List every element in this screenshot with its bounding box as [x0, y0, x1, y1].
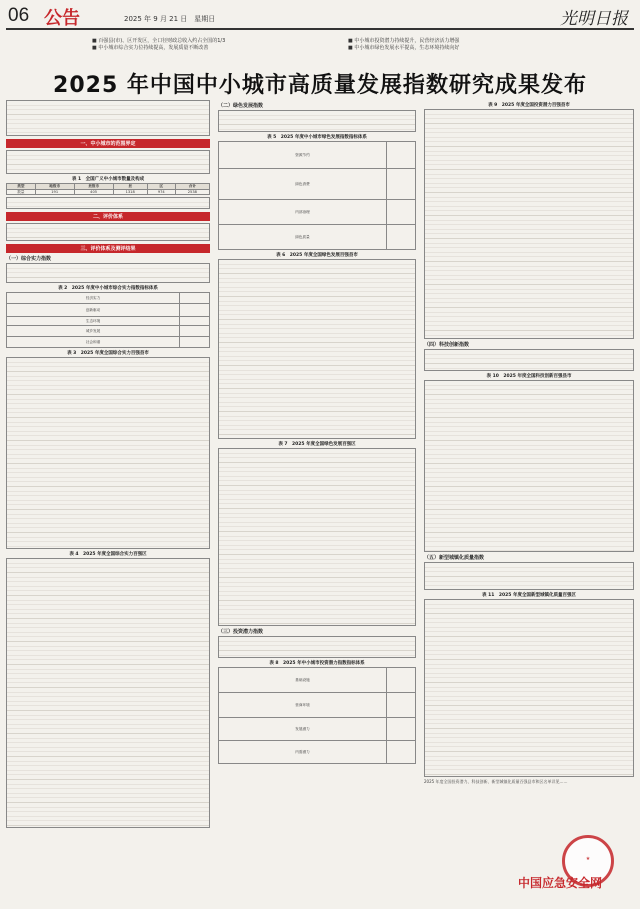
- table-cell: 经济实力: [7, 293, 180, 304]
- page-title: 2025 年中国中小城市高质量发展指数研究成果发布: [53, 73, 587, 98]
- body-text-block: [6, 223, 210, 241]
- summary-left: [92, 38, 312, 52]
- table-caption: 表 2 2025 年度中小城市综合实力指数指标体系: [58, 286, 158, 292]
- ranking-table-7: [218, 448, 416, 626]
- table-header: 区: [147, 184, 175, 190]
- summary-item: ■ 中小城市综合实力位持续提高，发展质量不断改善: [92, 45, 312, 52]
- table-caption: 表 9 2025 年度全国投资潜力百强县市: [488, 103, 570, 108]
- table-caption: 表 8 2025 年中小城市投资潜力指数指标体系: [269, 661, 365, 666]
- table-header: 类型: [7, 184, 36, 190]
- section-name: 公告: [44, 8, 80, 29]
- body-text-block: [6, 197, 210, 209]
- section-heading: 一、中小城市的范围界定: [6, 139, 210, 148]
- table-caption: 表 11 2025 年度全国新型城镇化质量百强区: [482, 593, 576, 598]
- column-3: [424, 100, 634, 786]
- table-cell: 基础设施: [219, 668, 387, 693]
- table-cell: 绿色质量: [219, 225, 387, 250]
- column-2: [218, 100, 416, 766]
- section-heading: 三、评价体系及测评结果: [6, 244, 210, 253]
- table-header: 县: [113, 184, 147, 190]
- page-header: [6, 4, 634, 30]
- subsection-heading: （三）投资潜力指数: [218, 629, 264, 635]
- body-text-block: [6, 263, 210, 283]
- ranking-table-10: [424, 380, 634, 552]
- table-5: [218, 141, 416, 250]
- table-cell: 1318: [113, 189, 147, 195]
- table-header: 地级市: [35, 184, 74, 190]
- table-header: 县级市: [74, 184, 113, 190]
- table-cell: 社会和谐: [7, 337, 180, 348]
- table-cell: 2538: [175, 189, 209, 195]
- watermark-text: 中国应急安全网: [518, 876, 603, 890]
- table-cell: 内需潜力: [219, 741, 387, 764]
- subsection-heading: （五）新型城镇化质量指数: [424, 555, 485, 561]
- page-number: 06: [8, 5, 30, 26]
- masthead-logo: 光明日报: [560, 9, 628, 29]
- table-2: [6, 292, 210, 348]
- table-header: 合计: [175, 184, 209, 190]
- column-1: [6, 100, 210, 830]
- summary-right: [348, 38, 598, 52]
- table-caption: 表 4 2025 年度全国综合实力百强区: [69, 552, 147, 558]
- table-cell: 数量: [7, 189, 36, 195]
- table-caption: 表 3 2025 年度全国综合实力百强县市: [67, 351, 149, 357]
- subsection-heading: （四）科技创新指数: [424, 342, 470, 348]
- summary-item: ■ 百强县(市)、区开发区，全口径财政总收入约占全国的1/3: [92, 38, 312, 45]
- body-text-block: [218, 110, 416, 132]
- subsection-heading: （一）综合实力指数: [6, 256, 52, 263]
- ranking-table-3: [6, 357, 210, 549]
- table-cell: 城乡发展: [7, 326, 180, 337]
- seal-text: ★: [585, 856, 591, 862]
- table-caption: 表 1 全国广义中小城市数量及构成: [71, 177, 145, 182]
- ranking-table-9: [424, 109, 634, 339]
- footer-note: 2025 年度全国投资潜力、科技创新、新型城镇化质量百强县市和区名单详见……: [424, 779, 568, 784]
- ranking-table-6: [218, 259, 416, 439]
- table-cell: 绿色消费: [219, 169, 387, 200]
- table-caption: 表 7 2025 年度全国绿色发展百强区: [278, 442, 356, 447]
- table-1: [6, 183, 210, 195]
- issue-date: 2025 年 9 月 21 日 星期日: [124, 15, 216, 23]
- subsection-heading: （二）绿色发展指数: [218, 103, 264, 109]
- table-cell: 974: [147, 189, 175, 195]
- table-caption: 表 6 2025 年度全国绿色发展百强县市: [276, 253, 358, 258]
- body-text-block: [424, 562, 634, 590]
- table-cell: 191: [35, 189, 74, 195]
- body-text-block: [6, 150, 210, 174]
- summary-item: ■ 中小城市绿色发展水平提高，生态环境持续向好: [348, 45, 598, 52]
- ranking-table-11: [424, 599, 634, 777]
- ranking-table-4: [6, 558, 210, 828]
- table-8: [218, 667, 416, 764]
- table-cell: 发展潜力: [219, 718, 387, 741]
- section-heading: 二、评价体系: [6, 212, 210, 221]
- body-text-block: [424, 349, 634, 371]
- table-cell: 资源节约: [219, 142, 387, 169]
- table-cell: 405: [74, 189, 113, 195]
- table-cell: 创新驱动: [7, 304, 180, 317]
- body-text-block: [218, 636, 416, 658]
- summary-item: ■ 中小城市投资潜力持续提升，民营经济活力增强: [348, 38, 598, 45]
- table-cell: 营商环境: [219, 693, 387, 718]
- body-text-block: [6, 100, 210, 136]
- table-caption: 表 5 2025 年度中小城市绿色发展指数指标体系: [267, 135, 367, 140]
- table-cell: 生态环境: [7, 317, 180, 326]
- table-cell: 内部治理: [219, 200, 387, 225]
- table-caption: 表 10 2025 年度全国科技创新百强县市: [486, 374, 572, 379]
